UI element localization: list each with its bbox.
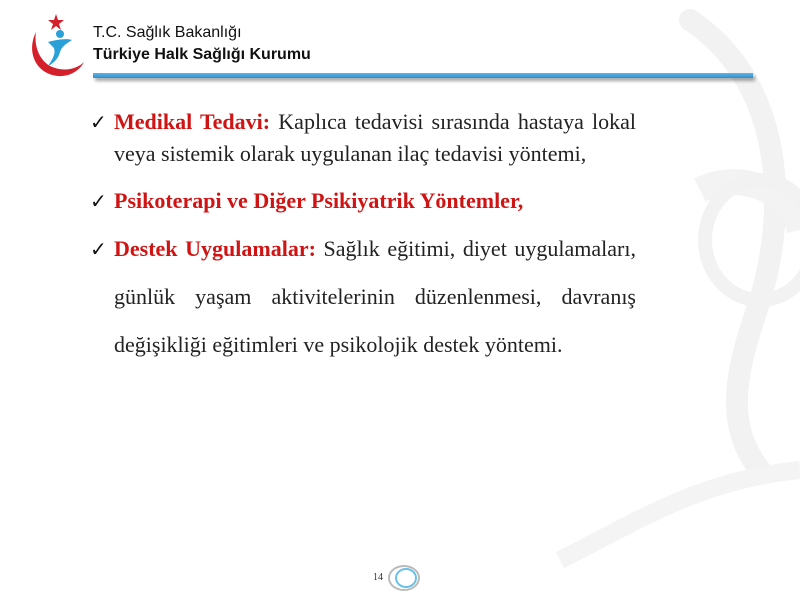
item-label: Medikal Tedavi: [114, 109, 271, 134]
header-text [93, 22, 311, 66]
institution-name: Türkiye Halk Sağlığı Kurumu [93, 46, 311, 63]
item-text: Kaplıca tedavisi sırasında hastaya lokal veya sistemik olarak uygulanan ilaç tedavisi yöntemi, [114, 109, 637, 166]
item-label: Psikoterapi ve Diğer Psikiyatrik Yöntemler [114, 188, 518, 213]
ministry-logo [26, 12, 86, 80]
item-text: , [517, 188, 524, 213]
bullet-list [90, 106, 636, 369]
header-divider-bar [93, 73, 753, 78]
page-swirl-icon [386, 563, 422, 593]
list-item-destek-uygulamalar [90, 225, 636, 369]
item-label: Destek Uygulamalar: [114, 236, 316, 261]
checkmark-icon: ✓ [90, 110, 107, 134]
list-item-psikoterapi [90, 185, 636, 217]
checkmark-icon: ✓ [90, 189, 107, 213]
ministry-name: T.C. Sağlık Bakanlığı [93, 24, 242, 41]
checkmark-icon: ✓ [90, 237, 107, 261]
page-number: 14 [373, 572, 383, 583]
list-item-medikal-tedavi [90, 106, 636, 170]
item-text: Sağlık eğitimi, diyet uygulamaları, günlük yaşam aktivitelerinin düzenlenmesi, davranış değişikliği eğitimleri ve psikolojik destek yöntemi. [114, 236, 636, 357]
